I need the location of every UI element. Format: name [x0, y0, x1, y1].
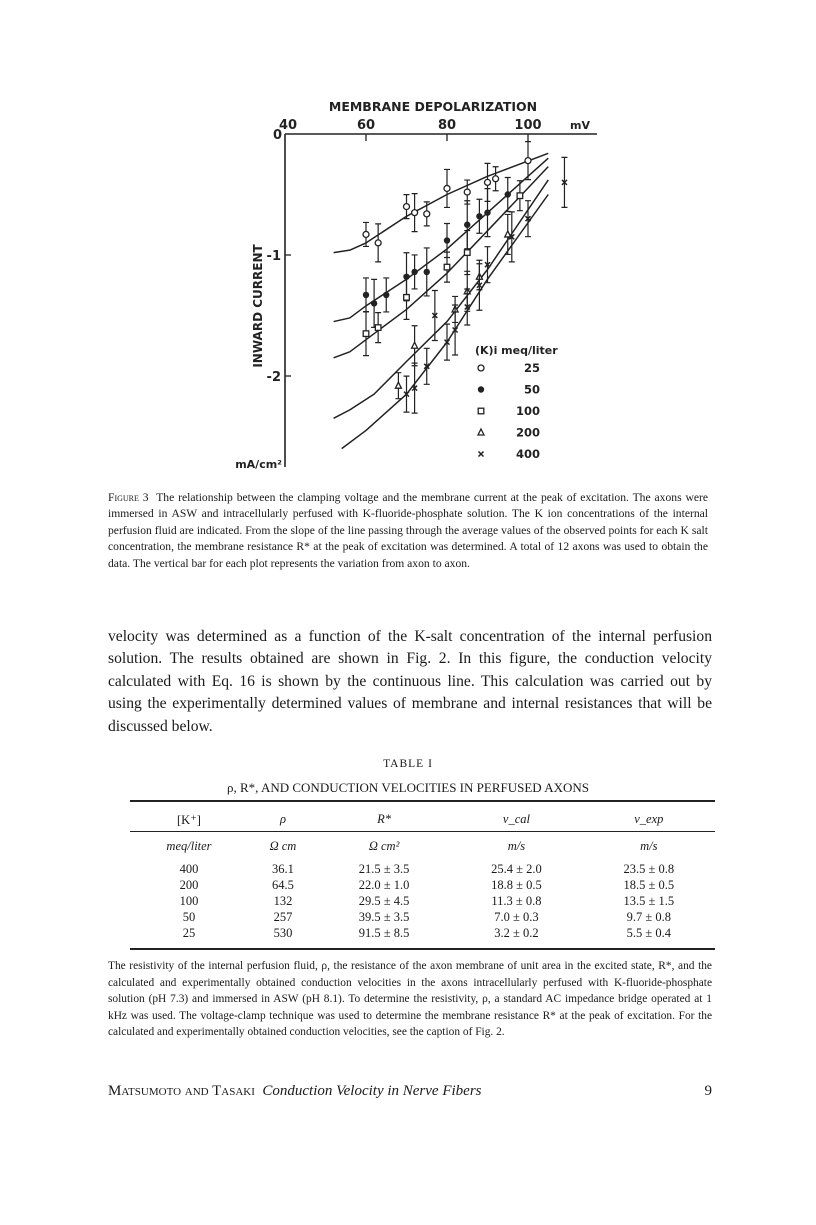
table-cell: 100 — [179, 893, 199, 908]
x-axis-title: MEMBRANE DEPOLARIZATION — [328, 99, 538, 114]
body-paragraph: velocity was determined as a function of the K-salt concentration of the internal perfusion solution. The results obtained are shown in Fig. 2. In this figure, the conduction velocity calculated with Eq. 16 is shown by the continuous line. This calculation was carried out by using the experimentally determined values of membrane and internal resistances that will be discussed below. — [108, 628, 712, 735]
filled-circle-marker — [476, 213, 482, 219]
open-square-marker — [464, 250, 470, 256]
table-cell: 64.5 — [272, 877, 294, 892]
header-k: [K⁺] — [177, 812, 201, 827]
filled-circle-marker — [505, 191, 511, 197]
header-rstar: R* — [377, 812, 392, 826]
data-table — [130, 808, 715, 941]
filled-circle-marker — [363, 292, 369, 298]
unit: m/s — [640, 838, 658, 853]
caption-text: The relationship between the clamping voltage and the membrane current at the peak of excitation. The axons were immersed in ASW and intracellularly perfused with K-fluoride-phosphate solution. The K ion concentrations of the internal perfusion fluid are indicated. From the slope of the line passing through the average values of the observed points for each K salt concentration, the membrane resistance R* at the peak of excitation was determined. A total of 12 axons was used to obtain the data. The vertical bar for each plot represents the variation from axon to axon. — [108, 491, 708, 570]
y-unit-label: mA/cm² — [235, 458, 282, 471]
filled-circle-marker — [424, 269, 430, 275]
legend-label: 25 — [523, 361, 540, 375]
unit: Ω cm² — [368, 838, 400, 853]
table-header-row — [130, 808, 715, 831]
legend-label: 50 — [523, 382, 540, 397]
open-circle-marker — [464, 189, 470, 195]
table-top-rule — [130, 800, 715, 802]
table-cell: 11.3 ± 0.8 — [491, 893, 542, 908]
filled-circle-marker — [411, 269, 417, 275]
open-triangle-marker — [478, 429, 484, 435]
filled-circle-marker — [478, 386, 484, 392]
open-circle-marker — [412, 210, 418, 216]
open-square-marker — [375, 325, 381, 331]
table-title: ρ, R*, AND CONDUCTION VELOCITIES IN PERFUSED AXONS — [227, 780, 589, 795]
open-triangle-marker — [395, 382, 401, 388]
table-cell: 7.0 ± 0.3 — [494, 909, 539, 924]
open-square-marker — [404, 295, 410, 301]
table-cell: 91.5 ± 8.5 — [358, 925, 410, 940]
table-cell: 21.5 ± 3.5 — [358, 861, 410, 876]
table-cell: 400 — [179, 861, 199, 876]
open-circle-marker — [478, 365, 484, 371]
table-row — [130, 893, 715, 909]
unit: Ω cm — [269, 838, 297, 853]
open-circle-marker — [525, 158, 531, 164]
figure-caption — [108, 490, 708, 572]
open-circle-marker — [493, 176, 499, 182]
y-axis-title: INWARD CURRENT — [251, 244, 265, 368]
table-cell: 23.5 ± 0.8 — [623, 861, 675, 876]
table-cell: 5.5 ± 0.4 — [626, 925, 671, 940]
table-cell: 18.5 ± 0.5 — [623, 877, 675, 892]
x-unit-label: mV — [570, 119, 590, 132]
footer-authors: Matsumoto and Tasaki — [108, 1083, 255, 1099]
table-cell: 257 — [273, 909, 293, 924]
open-square-marker — [363, 331, 369, 337]
table-body — [130, 861, 715, 941]
open-circle-marker — [375, 240, 381, 246]
caption-label: Figure 3 — [108, 491, 149, 504]
table-cell: 530 — [273, 925, 293, 940]
page-number: 9 — [704, 1083, 712, 1099]
table-label: TABLE I — [383, 758, 433, 770]
x-tick-label: 60 — [356, 118, 376, 133]
x-tick-label: 40 — [278, 118, 298, 133]
table-cell: 39.5 ± 3.5 — [358, 909, 410, 924]
table-cell: 200 — [179, 877, 199, 892]
page-footer — [108, 1083, 712, 1100]
filled-circle-marker — [464, 222, 470, 228]
filled-circle-marker — [444, 237, 450, 243]
legend-label: 400 — [515, 447, 540, 461]
header-vexp: v_exp — [634, 812, 664, 826]
open-circle-marker — [363, 231, 369, 237]
filled-circle-marker — [383, 292, 389, 298]
open-square-marker — [517, 193, 523, 199]
table-cell: 29.5 ± 4.5 — [358, 893, 410, 908]
header-rho: ρ — [279, 812, 286, 826]
cross-marker — [479, 452, 484, 457]
open-circle-marker — [485, 179, 491, 185]
table-cell: 50 — [182, 909, 196, 924]
filled-circle-marker — [371, 300, 377, 306]
table-row — [130, 909, 715, 925]
table-cell: 18.8 ± 0.5 — [491, 877, 542, 892]
table-units-row — [130, 831, 715, 861]
table-row — [130, 877, 715, 893]
open-square-marker — [444, 264, 450, 270]
open-triangle-marker — [412, 342, 418, 348]
header-vcal: v_cal — [502, 812, 530, 826]
table-cell: 25 — [182, 925, 196, 940]
legend-title: (K)i meq/liter — [475, 344, 558, 357]
table-cell: 25.4 ± 2.0 — [491, 861, 542, 876]
x-tick-label: 100 — [514, 118, 542, 133]
filled-circle-marker — [484, 209, 490, 215]
x-tick-label: 80 — [437, 118, 457, 133]
series-50 — [334, 158, 549, 392]
legend-label: 200 — [515, 425, 540, 440]
table-row — [130, 925, 715, 941]
unit: meq/liter — [166, 838, 212, 853]
open-circle-marker — [444, 185, 450, 191]
unit: m/s — [507, 838, 526, 853]
table-cell: 132 — [273, 893, 293, 908]
y-tick-label: -2 — [266, 370, 281, 385]
footer-title: Conduction Velocity in Nerve Fibers — [262, 1083, 482, 1099]
y-tick-label: 0 — [272, 128, 282, 143]
figure-3-chart — [0, 0, 816, 480]
table-cell: 22.0 ± 1.0 — [358, 877, 410, 892]
open-circle-marker — [404, 204, 410, 210]
table-footnote: The resistivity of the internal perfusion fluid, ρ, the resistance of the axon membrane of unit area in the excited state, R*, and the calculated and experimentally obtained conduction velocities in the axons intracellularly perfused with K-fluoride-phosphate solution (pH 7.3) and immersed in ASW (pH 8.1). To determine the resistivity, ρ, a standard AC impedance bridge operated at 1 kHz was used. The voltage-clamp technique was used to determine the membrane resistance R* at the peak of excitation. For the calculated and experimentally obtained conduction velocities, see the caption of Fig. 2. — [108, 960, 712, 1039]
table-bottom-rule — [130, 948, 715, 950]
y-tick-label: -1 — [266, 249, 281, 264]
table-cell: 9.7 ± 0.8 — [626, 909, 671, 924]
table-row — [130, 861, 715, 877]
table-cell: 36.1 — [272, 861, 294, 876]
table-cell: 13.5 ± 1.5 — [623, 893, 675, 908]
legend-label: 100 — [515, 404, 540, 418]
open-square-marker — [478, 408, 484, 414]
table-cell: 3.2 ± 0.2 — [494, 925, 539, 940]
open-circle-marker — [424, 211, 430, 217]
